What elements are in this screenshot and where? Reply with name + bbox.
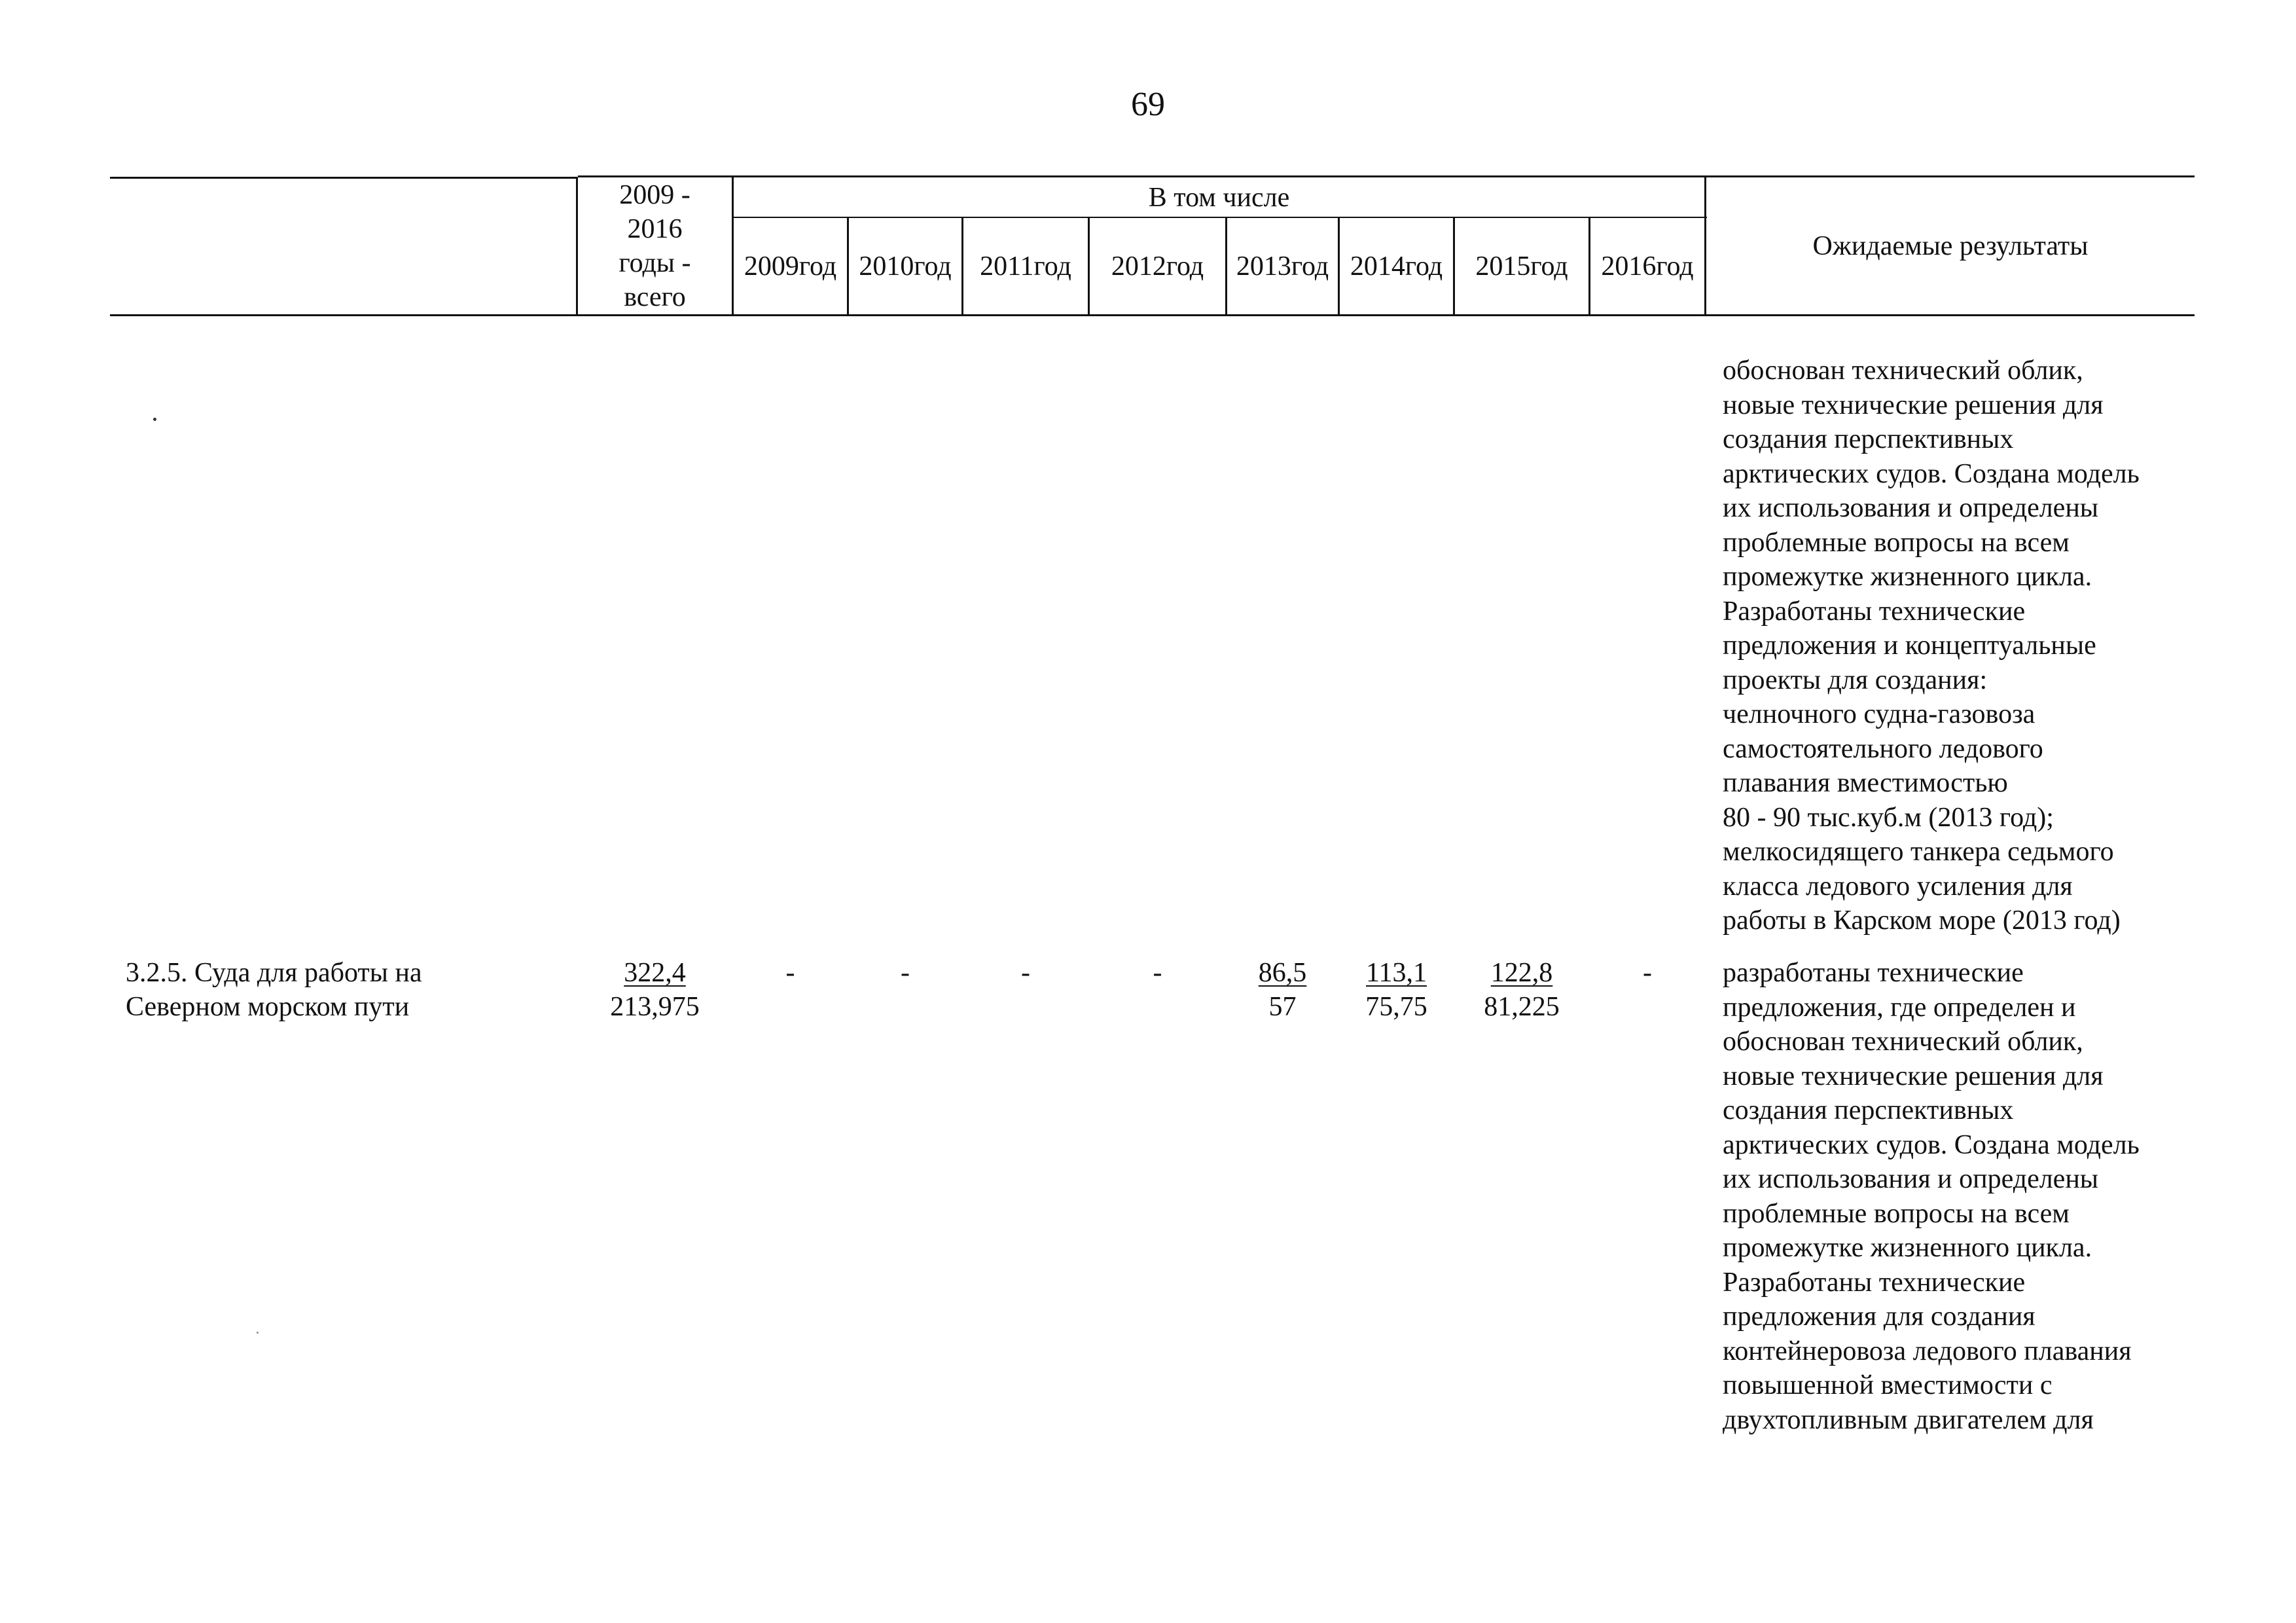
subheader-divider — [732, 217, 1707, 218]
header-year-2013: 2013 год — [1236, 251, 1329, 282]
row-value-2013: 86,5 57 — [1258, 958, 1307, 1022]
header-year-2015: 2015 год — [1475, 251, 1568, 282]
header-total-cell: 2009 - 2016 годы - всего — [619, 180, 691, 312]
continued-results-text: обоснован технический облик, новые технические решения для создания перспективных арктических судов. Создана модель их использования и определены проблемные вопросы на всем промежутке жизненного цикла. Разработаны технические предложения и концептуальные проекты для создания: челночного судна-газовоза самостоятельного ледового плавания вместимостью 80 - 90 тыс.куб.м (2013 год); мелкосидящего танкера седьмого класса ледового усиления для работы в Карском море (2013 год) — [1723, 356, 2140, 936]
row-value-2011: - — [1021, 958, 1030, 988]
header-year-2009: 2009 год — [744, 251, 837, 282]
header-year-2016: 2016 год — [1601, 251, 1694, 282]
row-value-2015: 122,8 81,225 — [1484, 958, 1560, 1022]
row-value-2014: 113,1 75,75 — [1365, 958, 1427, 1022]
row-value-2016: - — [1643, 958, 1652, 988]
header-bottom-line — [110, 314, 2195, 316]
header-year-2011: 2011 год — [980, 251, 1071, 282]
header-year-2012: 2012 год — [1111, 251, 1204, 282]
row-total: 322,4 213,975 — [610, 958, 700, 1022]
header-results-cell: Ожидаемые результаты — [1812, 231, 2089, 261]
header-year-2014: 2014 год — [1350, 251, 1443, 282]
page-number: 69 — [1131, 86, 1165, 123]
header-top-line-left — [110, 177, 578, 179]
row-value-2009: - — [785, 958, 795, 988]
header-year-2010: 2010 год — [859, 251, 952, 282]
header-top-line-right — [578, 175, 2195, 177]
row-name: 3.2.5. Суда для работы на Северном морском пути — [126, 958, 422, 1022]
header-group-label: В том числе — [1148, 182, 1290, 213]
scan-speck — [153, 418, 156, 421]
scan-speck — [257, 1332, 259, 1334]
row-results-text: разработаны технические предложения, где определен и обоснован технический облик, новые технические решения для создания перспективных арктических судов. Создана модель их использования и определены проблемные вопросы на всем промежутке жизненного цикла. Разработаны технические предложения для создания контейнеровоза ледового плавания повышенной вместимости с двухтопливным двигателем для — [1723, 958, 2140, 1435]
row-value-2010: - — [901, 958, 910, 988]
row-value-2012: - — [1153, 958, 1162, 988]
